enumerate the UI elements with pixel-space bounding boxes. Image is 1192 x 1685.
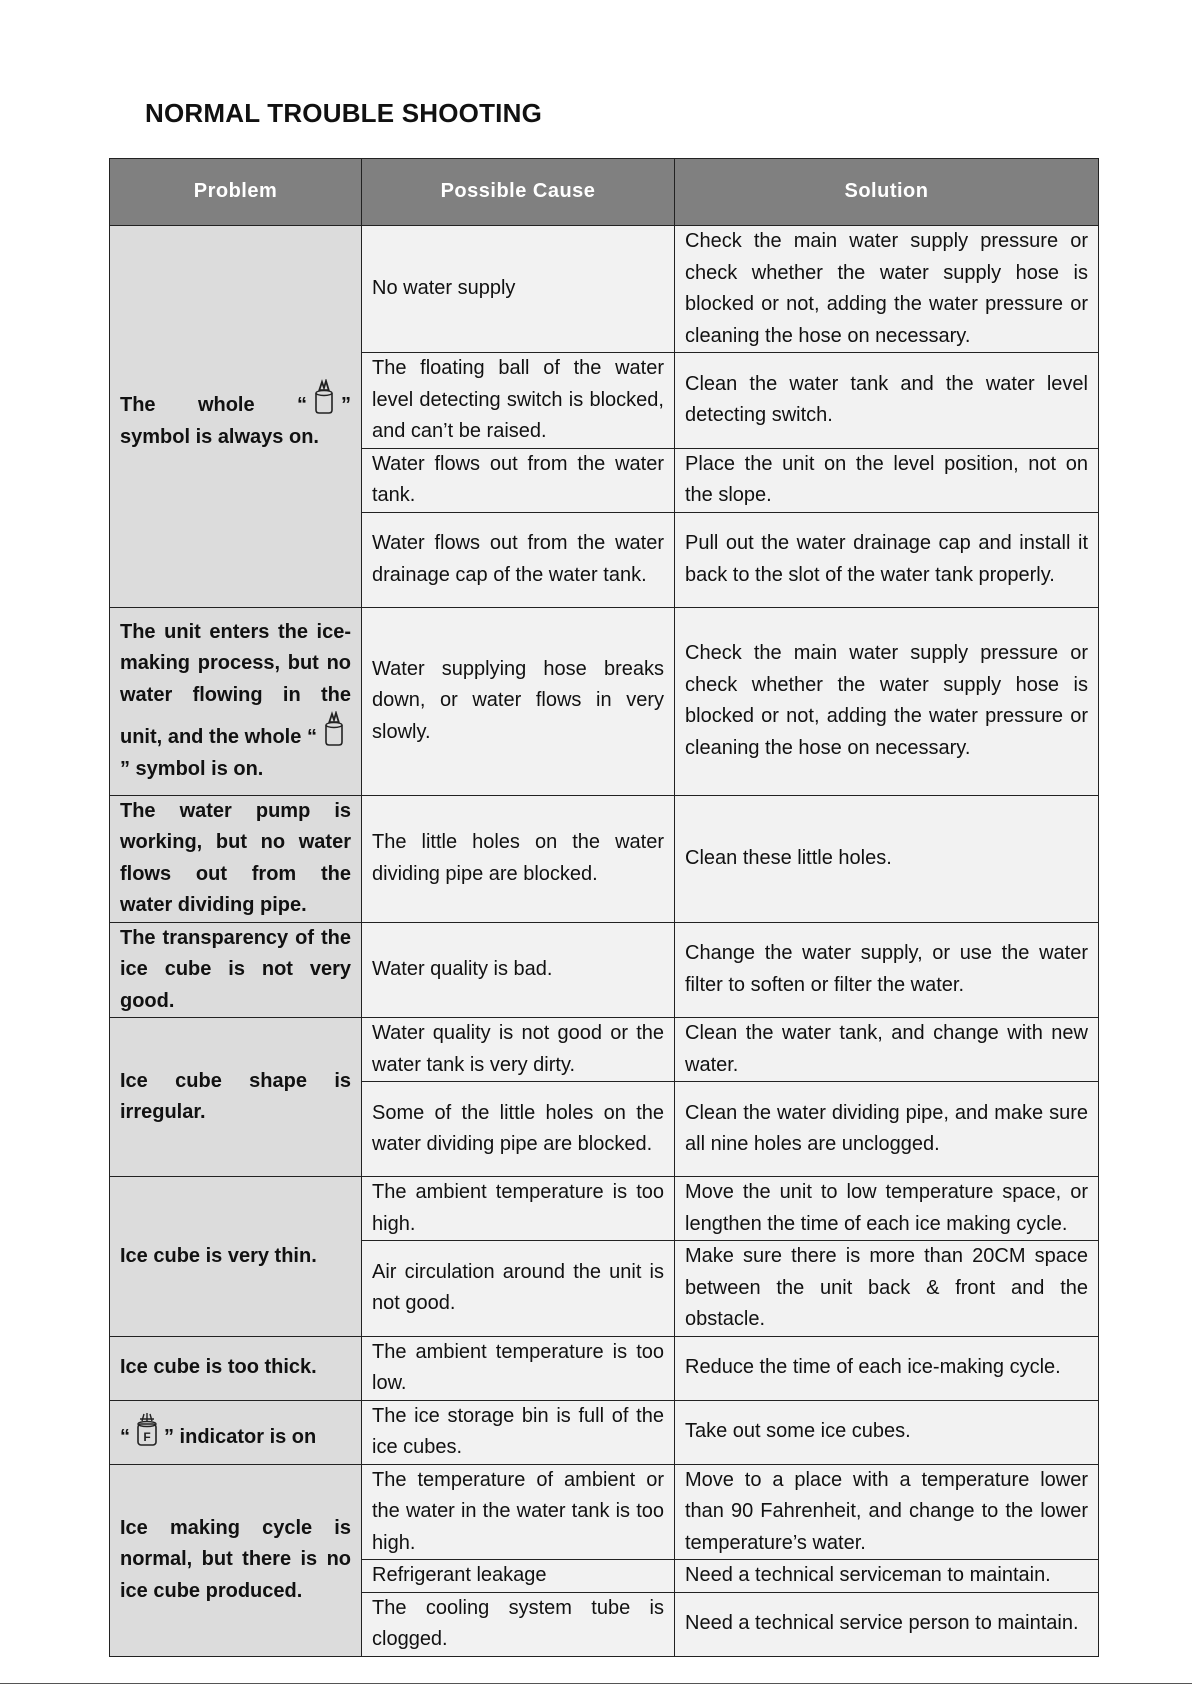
page-title: NORMAL TROUBLE SHOOTING bbox=[145, 98, 542, 128]
cause-cell: The ambient temperature is too low. bbox=[362, 1336, 675, 1400]
solution-cell: Move to a place with a temperature lower than 90 Fahrenheit, and change to the lower temperature’s water. bbox=[675, 1464, 1099, 1560]
problem-text: “ bbox=[120, 1425, 130, 1448]
cause-cell: The ambient temperature is too high. bbox=[362, 1177, 675, 1241]
problem-text: The whole “ bbox=[120, 394, 307, 417]
table-row bbox=[110, 1018, 1099, 1082]
cause-cell: Water quality is bad. bbox=[362, 922, 675, 1018]
table-header-row bbox=[110, 159, 1099, 226]
troubleshooting-table bbox=[109, 158, 1099, 1657]
solution-cell: Check the main water supply pressure or check whether the water supply hose is blocked or not, adding the water pressure or cleaning the hose on necessary. bbox=[675, 226, 1099, 353]
problem-cell: Ice cube shape is irregular. bbox=[110, 1018, 362, 1177]
table-row bbox=[110, 1464, 1099, 1560]
problem-cell bbox=[110, 1400, 362, 1464]
water-tank-icon bbox=[321, 711, 347, 747]
cause-cell: Water flows out from the water drainage cap of the water tank. bbox=[362, 512, 675, 607]
problem-cell: Ice making cycle is normal, but there is no ice cube produced. bbox=[110, 1464, 362, 1656]
problem-text: ” indicator is on bbox=[164, 1425, 317, 1448]
cause-cell: No water supply bbox=[362, 226, 675, 353]
cause-cell: The floating ball of the water level detecting switch is blocked, and can’t be raised. bbox=[362, 353, 675, 449]
problem-cell bbox=[110, 607, 362, 795]
problem-cell: Ice cube is very thin. bbox=[110, 1177, 362, 1337]
header-problem: Problem bbox=[110, 159, 362, 226]
cause-cell: Water quality is not good or the water tank is very dirty. bbox=[362, 1018, 675, 1082]
table-row bbox=[110, 607, 1099, 795]
header-solution: Solution bbox=[675, 159, 1099, 226]
cause-cell: The cooling system tube is clogged. bbox=[362, 1592, 675, 1656]
page-bottom-rule bbox=[0, 1683, 1192, 1684]
cause-cell: The ice storage bin is full of the ice cubes. bbox=[362, 1400, 675, 1464]
cause-cell: Air circulation around the unit is not good. bbox=[362, 1241, 675, 1337]
cause-cell: Refrigerant leakage bbox=[362, 1560, 675, 1593]
header-possible-cause: Possible Cause bbox=[362, 159, 675, 226]
cause-cell: Water flows out from the water tank. bbox=[362, 448, 675, 512]
table-row bbox=[110, 795, 1099, 922]
solution-cell: Clean these little holes. bbox=[675, 795, 1099, 922]
table-row bbox=[110, 226, 1099, 353]
table-row bbox=[110, 1177, 1099, 1241]
table-row bbox=[110, 1336, 1099, 1400]
cause-cell: The little holes on the water dividing pipe are blocked. bbox=[362, 795, 675, 922]
solution-cell: Reduce the time of each ice-making cycle. bbox=[675, 1336, 1099, 1400]
solution-cell: Move the unit to low temperature space, or lengthen the time of each ice making cycle. bbox=[675, 1177, 1099, 1241]
solution-cell: Make sure there is more than 20CM space between the unit back & front and the obstacle. bbox=[675, 1241, 1099, 1337]
solution-cell: Check the main water supply pressure or check whether the water supply hose is blocked or not, adding the water pressure or cleaning the hose on necessary. bbox=[675, 607, 1099, 795]
problem-text: ” symbol is always on. bbox=[120, 394, 351, 448]
cause-cell: Water supplying hose breaks down, or water flows in very slowly. bbox=[362, 607, 675, 795]
cause-cell: Some of the little holes on the water dividing pipe are blocked. bbox=[362, 1082, 675, 1177]
solution-cell: Place the unit on the level position, not on the slope. bbox=[675, 448, 1099, 512]
solution-cell: Take out some ice cubes. bbox=[675, 1400, 1099, 1464]
problem-cell: Ice cube is too thick. bbox=[110, 1336, 362, 1400]
problem-text: ” symbol is on. bbox=[120, 757, 264, 780]
table-row bbox=[110, 1400, 1099, 1464]
table-row bbox=[110, 922, 1099, 1018]
solution-cell: Clean the water dividing pipe, and make sure all nine holes are unclogged. bbox=[675, 1082, 1099, 1177]
problem-text: The unit enters the ice-making process, but no water flowing in the unit, and the whole “ bbox=[120, 620, 351, 749]
solution-cell: Change the water supply, or use the water filter to soften or filter the water. bbox=[675, 922, 1099, 1018]
svg-text:F: F bbox=[143, 1429, 151, 1444]
solution-cell: Need a technical service person to maintain. bbox=[675, 1592, 1099, 1656]
solution-cell: Need a technical serviceman to maintain. bbox=[675, 1560, 1099, 1593]
solution-cell: Pull out the water drainage cap and install it back to the slot of the water tank properly. bbox=[675, 512, 1099, 607]
cause-cell: The temperature of ambient or the water in the water tank is too high. bbox=[362, 1464, 675, 1560]
solution-cell: Clean the water tank, and change with new water. bbox=[675, 1018, 1099, 1082]
problem-cell bbox=[110, 226, 362, 608]
problem-cell: The transparency of the ice cube is not very good. bbox=[110, 922, 362, 1018]
water-tank-icon bbox=[311, 379, 337, 415]
ice-full-icon bbox=[134, 1411, 160, 1447]
problem-cell: The water pump is working, but no water flows out from the water dividing pipe. bbox=[110, 795, 362, 922]
solution-cell: Clean the water tank and the water level detecting switch. bbox=[675, 353, 1099, 449]
